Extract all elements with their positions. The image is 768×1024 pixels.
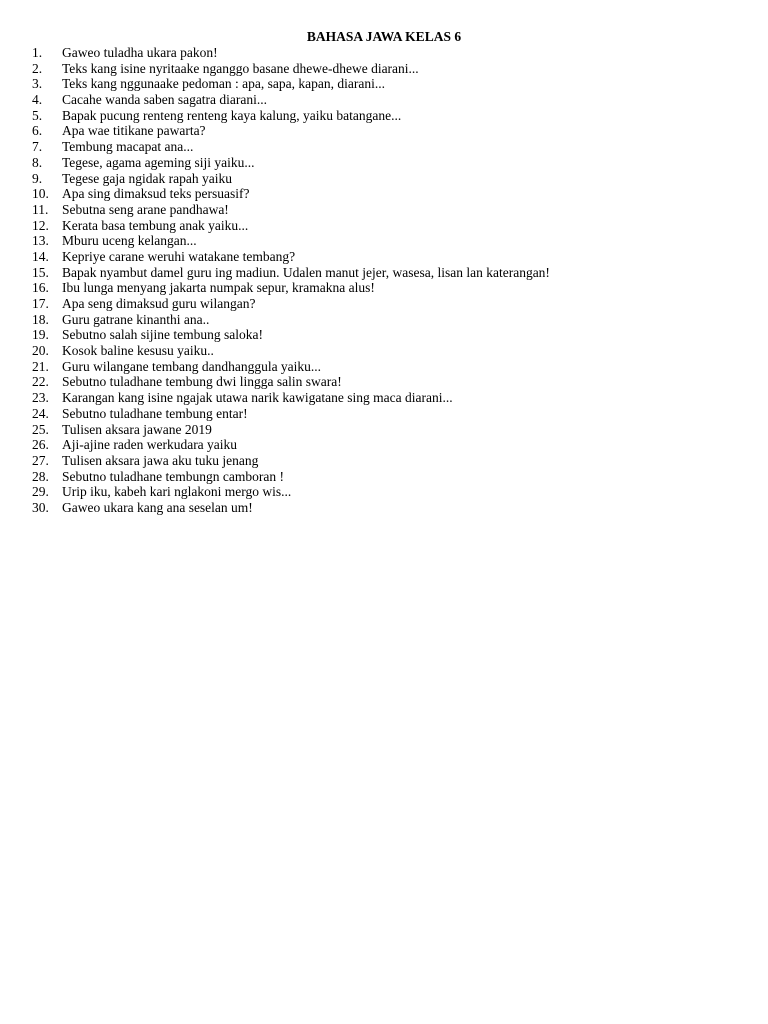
question-number: 12. [32, 217, 49, 233]
question-number: 23. [32, 390, 49, 406]
question-text: Kerata basa tembung anak yaiku... [62, 217, 249, 233]
question-item [32, 202, 752, 218]
question-text: Sebutno tuladhane tembungn camboran ! [62, 468, 284, 484]
question-item [32, 171, 752, 187]
question-text: Ibu lunga menyang jakarta numpak sepur, kramakna alus! [62, 280, 375, 296]
question-item [32, 139, 752, 155]
question-item [32, 327, 752, 343]
question-number: 10. [32, 186, 49, 202]
question-item [32, 155, 752, 171]
question-text: Cacahe wanda saben sagatra diarani... [62, 92, 268, 108]
question-number: 8. [32, 154, 43, 170]
question-text: Urip iku, kabeh kari nglakoni mergo wis... [62, 484, 292, 500]
question-item [32, 374, 752, 390]
question-number: 11. [32, 201, 49, 217]
question-text: Sebutno tuladhane tembung dwi lingga salin swara! [62, 374, 342, 390]
question-text: Sebutna seng arane pandhawa! [62, 201, 229, 217]
question-number: 26. [32, 437, 49, 453]
question-number: 18. [32, 311, 49, 327]
question-item [32, 45, 752, 61]
question-text: Apa wae titikane pawarta? [62, 123, 206, 139]
question-text: Kosok baline kesusu yaiku.. [62, 343, 214, 359]
question-number: 14. [32, 248, 49, 264]
question-number: 28. [32, 468, 49, 484]
question-item [32, 359, 752, 375]
question-number: 29. [32, 484, 49, 500]
question-number: 22. [32, 374, 49, 390]
question-text: Tulisen aksara jawa aku tuku jenang [62, 452, 259, 468]
question-item [32, 108, 752, 124]
question-item [32, 406, 752, 422]
question-item [32, 233, 752, 249]
question-item [32, 265, 752, 281]
question-item [32, 61, 752, 77]
question-number: 1. [32, 45, 43, 60]
question-number: 3. [32, 76, 43, 92]
question-number: 21. [32, 358, 49, 374]
question-list [32, 45, 752, 516]
question-number: 25. [32, 421, 49, 437]
question-item [32, 437, 752, 453]
question-item [32, 296, 752, 312]
question-item [32, 390, 752, 406]
question-text: Bapak nyambut damel guru ing madiun. Udalen manut jejer, wasesa, lisan lan katerangan! [62, 264, 550, 280]
question-text: Mburu uceng kelangan... [62, 233, 197, 249]
question-text: Apa seng dimaksud guru wilangan? [62, 296, 256, 311]
question-number: 19. [32, 327, 49, 343]
question-number: 6. [32, 123, 43, 139]
question-number: 15. [32, 264, 49, 280]
question-text: Tegese, agama ageming siji yaiku... [62, 154, 255, 170]
question-item [32, 186, 752, 202]
question-item [32, 218, 752, 234]
question-text: Sebutno salah sijine tembung saloka! [62, 327, 263, 343]
question-number: 20. [32, 343, 49, 359]
document-title-text: BAHASA JAWA KELAS 6 [306, 29, 462, 44]
question-number: 2. [32, 60, 43, 76]
question-item [32, 280, 752, 296]
question-text: Gaweo tuladha ukara pakon! [62, 45, 218, 60]
question-text: Tulisen aksara jawane 2019 [62, 421, 212, 437]
question-text: Tegese gaja ngidak rapah yaiku [62, 170, 232, 186]
question-item [32, 343, 752, 359]
question-number: 9. [32, 170, 43, 186]
question-text: Tembung macapat ana... [62, 139, 194, 155]
question-number: 27. [32, 452, 49, 468]
question-item [32, 92, 752, 108]
question-text: Teks kang nggunaake pedoman : apa, sapa, kapan, diarani... [62, 76, 385, 92]
question-text: Teks kang isine nyritaake nganggo basane dhewe-dhewe diarani... [62, 60, 419, 76]
question-item [32, 469, 752, 485]
question-item [32, 484, 752, 500]
question-text: Apa sing dimaksud teks persuasif? [62, 186, 250, 202]
question-text: Karangan kang isine ngajak utawa narik kawigatane sing maca diarani... [62, 390, 453, 406]
question-number: 7. [32, 139, 43, 155]
question-number: 5. [32, 107, 43, 123]
question-item [32, 453, 752, 469]
question-number: 24. [32, 405, 49, 421]
question-item [32, 249, 752, 265]
question-number: 4. [32, 92, 43, 108]
question-text: Aji-ajine raden werkudara yaiku [62, 437, 238, 453]
question-item [32, 76, 752, 92]
question-item [32, 312, 752, 328]
question-text: Guru wilangane tembang dandhanggula yaiku... [62, 358, 322, 374]
question-text: Kepriye carane weruhi watakane tembang? [62, 248, 296, 264]
question-text: Sebutno tuladhane tembung entar! [62, 405, 248, 421]
question-text: Gaweo ukara kang ana seselan um! [62, 499, 253, 515]
question-item [32, 500, 752, 516]
document-title [0, 29, 768, 45]
question-item [32, 123, 752, 139]
question-number: 30. [32, 499, 49, 515]
question-item [32, 422, 752, 438]
question-text: Bapak pucung renteng renteng kaya kalung, yaiku batangane... [62, 107, 402, 123]
question-number: 16. [32, 280, 49, 296]
question-number: 17. [32, 296, 49, 311]
question-text: Guru gatrane kinanthi ana.. [62, 311, 210, 327]
question-number: 13. [32, 233, 49, 249]
